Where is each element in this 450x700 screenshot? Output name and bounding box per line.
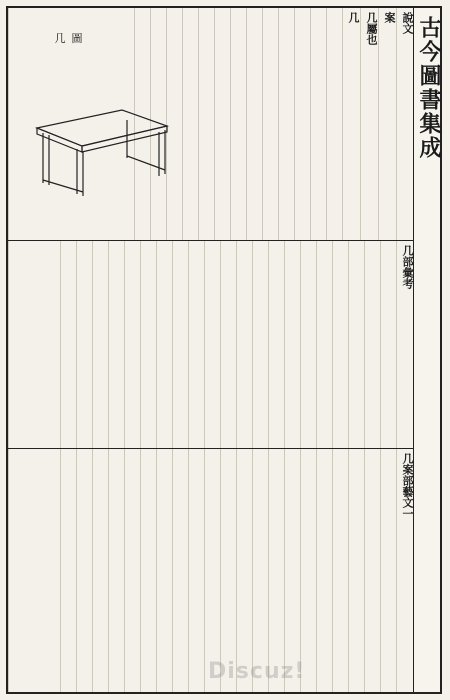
text-column <box>348 241 364 448</box>
text-column <box>60 449 76 692</box>
heading-jibu-huikao: 几部彙考 <box>396 241 414 448</box>
text-column <box>348 449 364 692</box>
text-column <box>326 8 342 240</box>
text-column <box>236 241 252 448</box>
text-column <box>262 8 278 240</box>
text-column <box>316 449 332 692</box>
text-column <box>284 241 300 448</box>
text-column <box>92 449 108 692</box>
text-column <box>220 241 236 448</box>
heading-jishu: 几屬也 <box>360 8 378 240</box>
text-column <box>252 449 268 692</box>
text-column <box>204 241 220 448</box>
page-frame <box>6 6 442 694</box>
book-title: 古今圖書集成 <box>416 16 442 160</box>
text-column <box>300 241 316 448</box>
heading-shuowen: 說文 <box>396 8 414 240</box>
text-column <box>60 241 76 448</box>
text-column <box>124 449 140 692</box>
text-column <box>380 449 396 692</box>
text-column <box>246 8 262 240</box>
text-column <box>76 241 92 448</box>
text-column <box>198 8 214 240</box>
text-column <box>124 241 140 448</box>
text-column <box>182 8 198 240</box>
text-column <box>156 241 172 448</box>
text-column <box>284 449 300 692</box>
text-column <box>364 449 380 692</box>
text-column <box>230 8 246 240</box>
text-column <box>268 449 284 692</box>
text-column <box>140 449 156 692</box>
text-column <box>172 241 188 448</box>
middle-block <box>8 241 414 449</box>
text-column <box>380 241 396 448</box>
text-column <box>204 449 220 692</box>
text-column <box>188 449 204 692</box>
text-column <box>214 8 230 240</box>
text-column <box>92 241 108 448</box>
diagram-label: 几圖 <box>54 32 89 45</box>
bottom-block <box>8 449 414 692</box>
text-column <box>236 449 252 692</box>
heading-an: 案 <box>378 8 396 240</box>
text-column <box>316 241 332 448</box>
heading-ji: 几 <box>342 8 360 240</box>
text-column <box>364 241 380 448</box>
text-column <box>8 449 60 692</box>
diagram-panel <box>8 8 134 240</box>
ji-table-illustration <box>27 88 177 198</box>
watermark: Discuz! <box>208 659 306 684</box>
text-column <box>332 449 348 692</box>
text-column <box>156 449 172 692</box>
text-column <box>278 8 294 240</box>
text-column <box>108 241 124 448</box>
text-column <box>220 449 236 692</box>
text-column <box>172 449 188 692</box>
text-column <box>8 241 60 448</box>
text-column <box>332 241 348 448</box>
text-column <box>294 8 310 240</box>
top-block <box>8 8 414 241</box>
text-column <box>108 449 124 692</box>
heading-yiwen: 几案部藝文一 <box>396 449 414 692</box>
text-column <box>300 449 316 692</box>
text-column <box>76 449 92 692</box>
text-column <box>188 241 204 448</box>
text-column <box>268 241 284 448</box>
text-column <box>310 8 326 240</box>
text-column <box>140 241 156 448</box>
book-title-strip <box>413 8 440 692</box>
text-column <box>252 241 268 448</box>
page-content <box>8 8 414 692</box>
